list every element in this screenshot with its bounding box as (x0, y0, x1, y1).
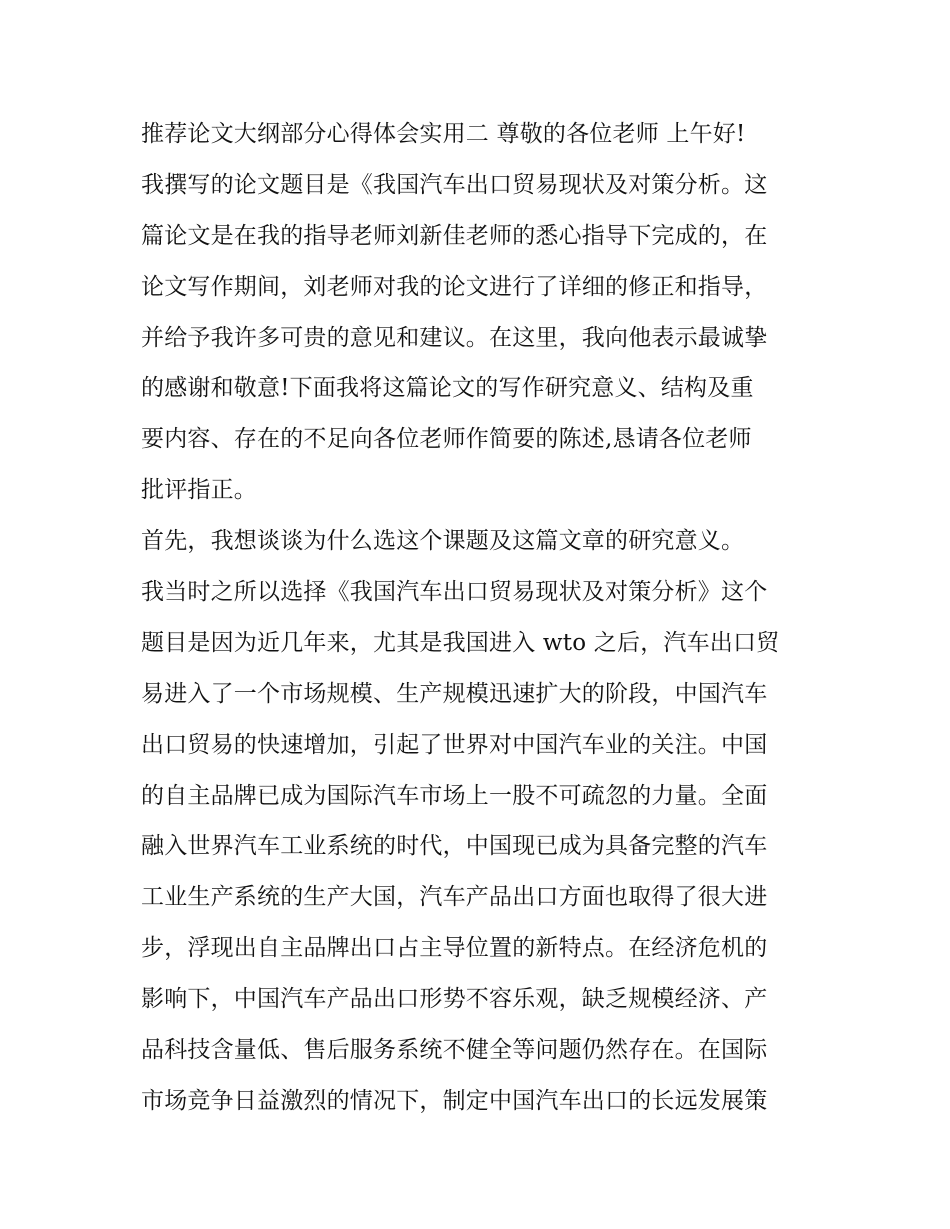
text-line: 论文写作期间，刘老师对我的论文进行了详细的修正和指导， (141, 273, 768, 300)
text-line: 题目是因为近几年来，尤其是我国进入 wto 之后，汽车出口贸 (141, 629, 780, 656)
text-line: 工业生产系统的生产大国，汽车产品出口方面也取得了很大进 (141, 884, 768, 911)
document-body (141, 109, 821, 1127)
text-line: 首先，我想谈谈为什么选这个课题及这篇文章的研究意义。 (141, 528, 745, 555)
text-line: 批评指正。 (141, 477, 257, 504)
text-line: 篇论文是在我的指导老师刘新佳老师的悉心指导下完成的，在 (141, 222, 768, 249)
text-line: 融入世界汽车工业系统的时代，中国现已成为具备完整的汽车 (141, 833, 768, 860)
text-line: 易进入了一个市场规模、生产规模迅速扩大的阶段，中国汽车 (141, 680, 768, 707)
text-line: 的自主品牌已成为国际汽车市场上一股不可疏忽的力量。全面 (141, 782, 768, 809)
text-line: 的感谢和敬意!下面我将这篇论文的写作研究意义、结构及重 (141, 375, 754, 402)
text-line: 市场竞争日益激烈的情况下，制定中国汽车出口的长远发展策 (141, 1087, 768, 1114)
text-line: 推荐论文大纲部分心得体会实用二 尊敬的各位老师 上午好! (141, 121, 746, 147)
text-line: 我当时之所以选择《我国汽车出口贸易现状及对策分析》这个 (141, 579, 768, 606)
text-line: 步，浮现出自主品牌出口占主导位置的新特点。在经济危机的 (141, 935, 768, 962)
text-line: 出口贸易的快速增加，引起了世界对中国汽车业的关注。中国 (141, 731, 768, 758)
text-line: 品科技含量低、售后服务系统不健全等问题仍然存在。在国际 (141, 1037, 768, 1064)
text-line: 影响下，中国汽车产品出口形势不容乐观，缺乏规模经济、产 (141, 986, 768, 1013)
text-line: 我撰写的论文题目是《我国汽车出口贸易现状及对策分析。这 (141, 171, 768, 198)
text-line: 并给予我许多可贵的意见和建议。在这里，我向他表示最诚挚 (141, 324, 768, 351)
text-line: 要内容、存在的不足向各位老师作简要的陈述,恳请各位老师 (141, 426, 752, 453)
